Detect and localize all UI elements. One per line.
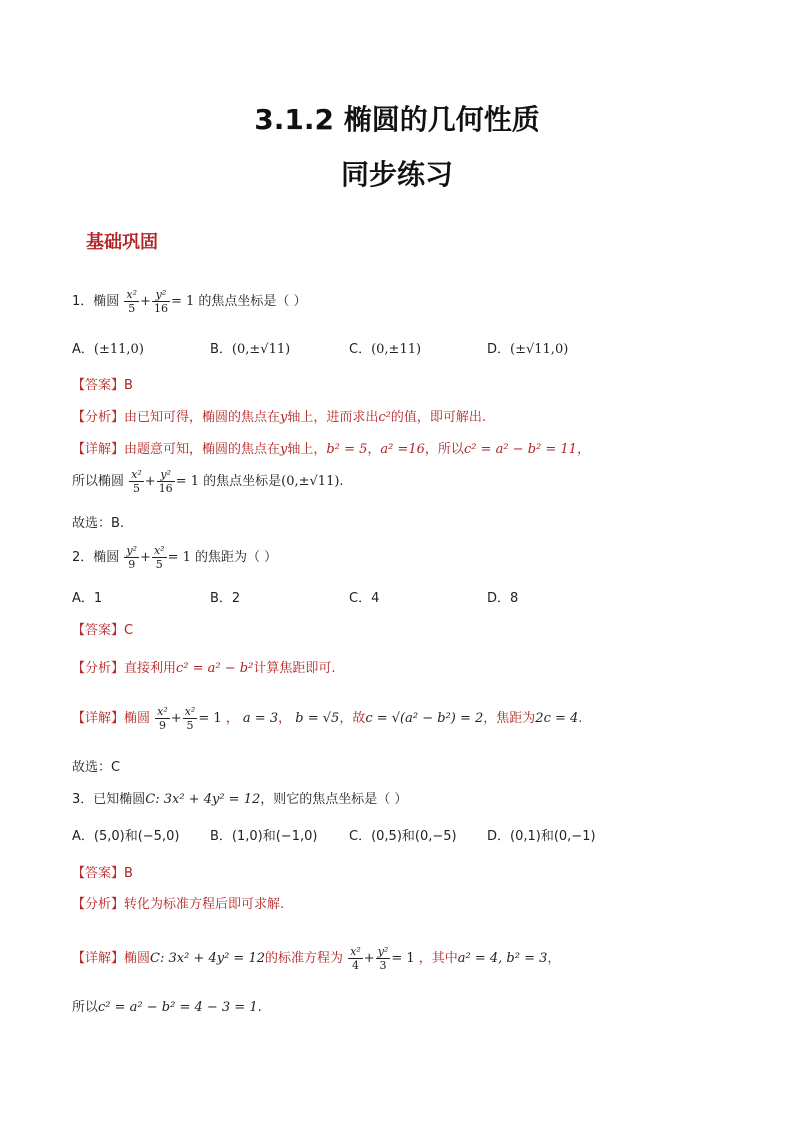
question-3: 3．已知椭圆C: 3x² + 4y² = 12，则它的焦点坐标是（ ） <box>72 792 408 807</box>
q1-option-b: B．(0,±√11) <box>210 342 291 357</box>
q3-detail: 【详解】椭圆C: 3x² + 4y² = 12的标准方程为 $\frac{\text{x²}}{4}$ + $\frac{\text{y²}}{3}$ = 1 ，其中a² = 4, b² = 3， <box>72 945 561 972</box>
section-heading: 基础巩固 <box>86 232 158 253</box>
question-2: 2．椭圆 $\frac{\text{y²}}{9}$ + $\frac{\text{x²}}{5}$ = 1 的焦距为（ ） <box>72 544 278 571</box>
q1-choice: 故选：B. <box>72 516 125 531</box>
q1-fraction-1: $\frac{\text{x²}}{5}$ <box>126 288 138 315</box>
q2-analysis: 【分析】直接利用c² = a² − b²计算焦距即可. <box>72 661 336 676</box>
q2-option-a: A．1 <box>72 591 103 606</box>
q1-option-a: A．(±11,0) <box>72 342 144 357</box>
q2-detail: 【详解】椭圆 $\frac{\text{x²}}{9}$ + $\frac{\text{x²}}{5}$ = 1 ， a = 3， b = √5，故c = √(a² − b²) = 2，焦距为2c = 4. <box>72 705 583 732</box>
q2-answer: 【答案】C <box>72 623 134 638</box>
q1-detail: 【详解】由题意可知，椭圆的焦点在y轴上，b² = 5，a² =16，所以c² = a² − b² = 11， <box>72 442 590 457</box>
q1-analysis: 【分析】由已知可得，椭圆的焦点在y轴上，进而求出c²的值，即可解出. <box>72 410 487 425</box>
q3-option-d: D．(0,1)和(0,−1) <box>487 829 596 844</box>
q1-fraction-2: $\frac{\text{y²}}{16}$ <box>153 288 168 315</box>
q3-analysis: 【分析】转化为标准方程后即可求解. <box>72 897 285 912</box>
q3-option-b: B．(1,0)和(−1,0) <box>210 829 318 844</box>
q2-option-b: B．2 <box>210 591 241 606</box>
page-title: 3.1.2 椭圆的几何性质 <box>254 103 540 136</box>
q2-choice: 故选：C <box>72 760 121 775</box>
q3-conclusion: 所以c² = a² − b² = 4 − 3 = 1. <box>72 1000 262 1015</box>
q1-conclusion: 所以椭圆 $\frac{\text{x²}}{5}$ + $\frac{\text{y²}}{16}$ = 1 的焦点坐标是(0,±√11). <box>72 468 344 495</box>
q3-option-c: C．(0,5)和(0,−5) <box>349 829 457 844</box>
q1-option-c: C．(0,±11) <box>349 342 422 357</box>
page-subtitle: 同步练习 <box>340 158 453 191</box>
q2-option-c: C．4 <box>349 591 380 606</box>
q3-answer: 【答案】B <box>72 866 133 881</box>
q2-option-d: D．8 <box>487 591 519 606</box>
q1-tail: 的焦点坐标是（ ） <box>198 294 307 309</box>
q1-answer: 【答案】B <box>72 378 133 393</box>
q3-option-a: A．(5,0)和(−5,0) <box>72 829 180 844</box>
question-1: 1．椭圆 $\frac{\text{x²}}{5}$ + $\frac{\text{y²}}{16}$ = 1 的焦点坐标是（ ） <box>72 288 307 315</box>
q1-number: 1．椭圆 <box>72 294 120 309</box>
q1-option-d: D．(±√11,0) <box>487 342 569 357</box>
q2-number: 2．椭圆 <box>72 550 120 565</box>
